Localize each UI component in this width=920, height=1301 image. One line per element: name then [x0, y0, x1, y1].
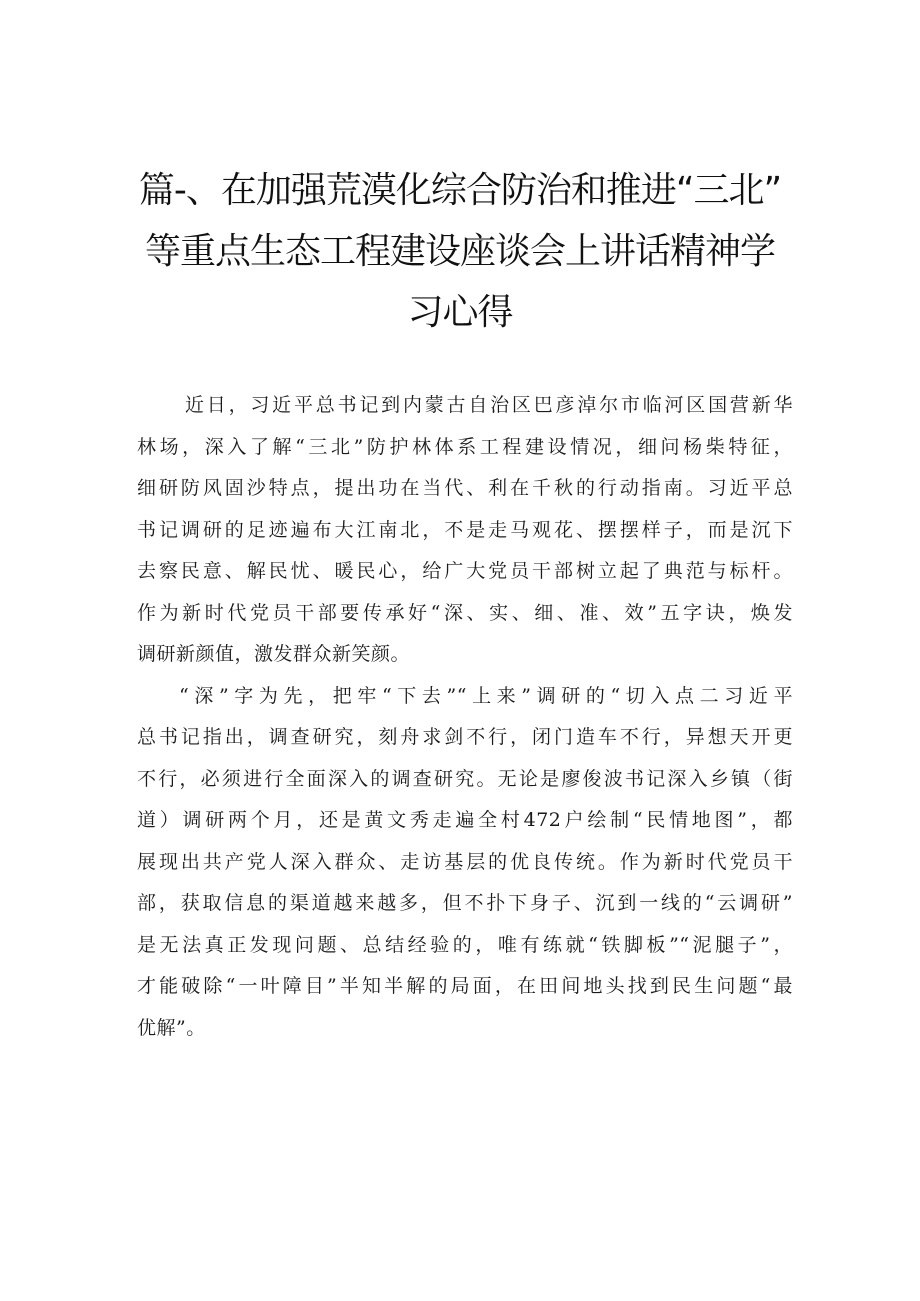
paragraph-line: 部，获取信息的渠道越来越多，但不扑下身子、沉到一线的“云调研”	[137, 892, 793, 914]
paragraph-line: 书记调研的足迹遍布大江南北，不是走马观花、摆摆样子，而是沉下	[137, 518, 793, 541]
paragraph-line: 去察民意、解民忧、暖民心，给广大党员干部树立起了典范与标杆。	[137, 560, 793, 582]
title-line: 习心得	[407, 292, 513, 333]
paragraph-line: 是无法真正发现问题、总结经验的，唯有练就“铁脚板”“泥腿子”，	[137, 933, 793, 956]
paragraph-2	[137, 676, 793, 1050]
title-line: 等重点生态工程建设座谈会上讲话精神学	[144, 231, 775, 272]
paragraph-line: 近日，习近平总书记到内蒙古自治区巴彦淖尔市临河区国营新华	[185, 394, 793, 416]
paragraph-line: 优解”。	[137, 1016, 206, 1039]
paragraph-line: 林场，深入了解“三北”防护林体系工程建设情况，细问杨柴特征，	[137, 435, 793, 458]
title-line: 篇-、在加强荒漠化综合防治和推进“三北”	[138, 170, 782, 211]
document-title	[130, 160, 790, 343]
paragraph-line: 作为新时代党员干部要传承好“深、实、细、准、效”五字诀，焕发	[137, 601, 793, 624]
paragraph-1	[137, 385, 793, 676]
paragraph-line: 总书记指出，调查研究，刻舟求剑不行，闭门造车不行，异想天开更	[137, 726, 793, 748]
paragraph-line: 才能破除“一叶障目”半知半解的局面，在田间地头找到民生问题“最	[137, 975, 793, 997]
paragraph-line: 调研新颜值，激发群众新笑颜。	[137, 643, 411, 665]
paragraph-line: 道）调研两个月，还是黄文秀走遍全村472户绘制“民情地图”，都	[137, 809, 793, 831]
document-body	[137, 385, 793, 1049]
paragraph-line: 不行，必须进行全面深入的调查研究。无论是廖俊波书记深入乡镇（街	[137, 767, 793, 790]
paragraph-line: 展现出共产党人深入群众、走访基层的优良传统。作为新时代党员干	[137, 850, 793, 873]
paragraph-line: “深”字为先，把牢“下去”“上来”调研的“切入点二习近平	[179, 684, 793, 707]
paragraph-line: 细研防风固沙特点，提出功在当代、利在千秋的行动指南。习近平总	[137, 477, 793, 499]
